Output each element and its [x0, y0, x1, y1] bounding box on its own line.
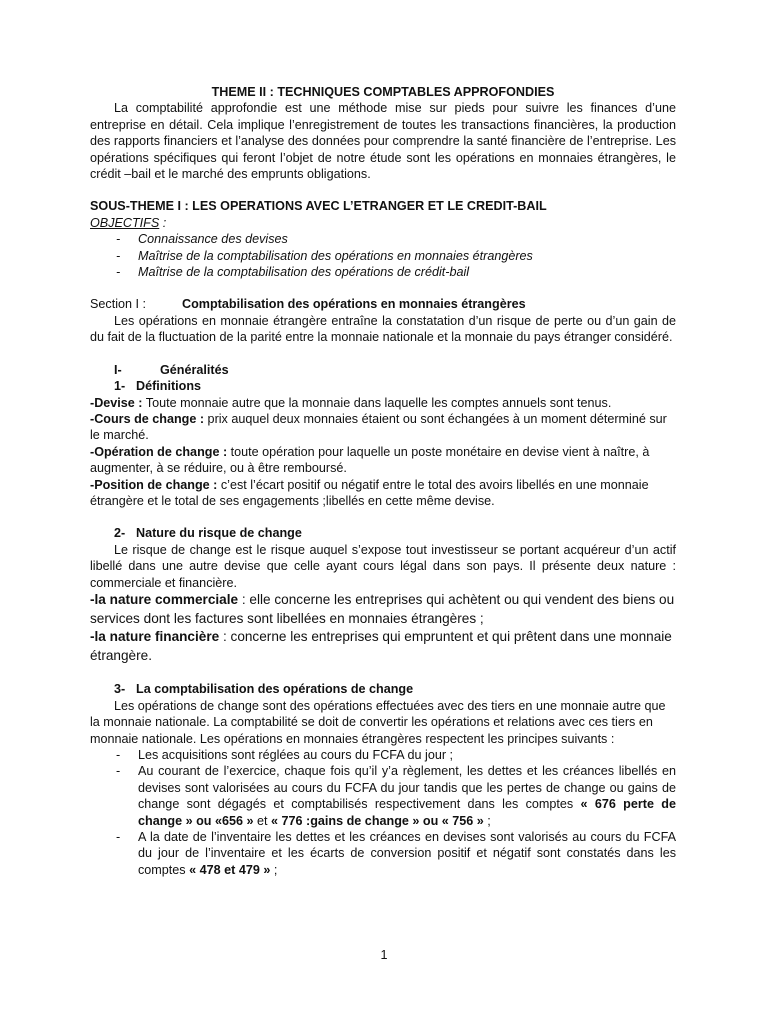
objectives-heading — [90, 215, 676, 231]
principle-connector: et — [253, 813, 272, 828]
sub3-number: 3- — [114, 682, 126, 697]
definition-term: -Devise : — [90, 395, 143, 410]
intro-paragraph: La comptabilité approfondie est une méthode mise sur pieds pour suivre les finances d’une entreprise en détail. Cela implique l’enregistrement de toutes les transactions financières, la production des rapports financiers et l’analyse des données pour comprendre la santé financière de l’entreprise. Les opérations spécifiques qui feront l’objet de notre étude sont les opérations en monnaies étrangères, le crédit –bail et le marché des emprunts obligations. — [90, 101, 676, 182]
sub2-number: 2- — [114, 526, 126, 541]
sub2-paragraph: Le risque de change est le risque auquel s’expose tout investisseur se portant acquéreur d’un actif libellé dans une autre devise que celle ayant cours légal dans son pays. Il présente deux nature : commerciale et financière. — [90, 542, 676, 590]
sub3-heading — [90, 681, 676, 697]
section-paragraph: Les opérations en monnaie étrangère entraîne la constatation d’un risque de perte ou d’un gain de du fait de la fluctuation de la parité entre la monnaie nationale et la monnaie du pays étranger considéré. — [90, 313, 676, 345]
principle-item — [90, 829, 676, 878]
objective-item: - Maîtrise de la comptabilisation des opérations en monnaies étrangères — [90, 248, 676, 264]
objectives-label: OBJECTIFS — [90, 215, 160, 230]
subtheme-heading: SOUS-THEME I : LES OPERATIONS AVEC L’ETRANGER ET LE CREDIT-BAIL — [90, 199, 547, 214]
principle-item: - Les acquisitions sont réglées au cours du FCFA du jour ; — [90, 747, 676, 763]
objectives-list — [90, 231, 676, 280]
definition-text: prix auquel deux monnaies étaient ou sont échangées à un moment déterminé sur le marché. — [90, 411, 667, 443]
definition-cours-de-change — [90, 411, 676, 444]
account-loss: « 676 perte de change » ou «656 » — [138, 797, 676, 828]
sub2-heading — [90, 525, 676, 541]
sub2-title: Nature du risque de change — [136, 526, 302, 541]
principle-text: A la date de l’inventaire les dettes et les créances en devises sont valorisés au cours du FCFA du jour de l’inventaire et les écarts de conversion positif et négatif sont constatés dans les comptes — [138, 830, 676, 877]
principle-item — [90, 763, 676, 829]
section-title: Comptabilisation des opérations en monnaies étrangères — [182, 297, 526, 312]
objectives-colon: : — [159, 215, 167, 230]
part-heading — [90, 362, 676, 378]
sub3-title: La comptabilisation des opérations de change — [136, 682, 414, 697]
definition-devise — [90, 395, 676, 411]
definition-position-de-change — [90, 477, 676, 510]
definition-text: Toute monnaie autre que la monnaie dans laquelle les comptes annuels sont tenus. — [142, 395, 612, 410]
definition-term: -Position de change : — [90, 477, 218, 492]
principle-end: ; — [483, 813, 491, 828]
definition-text: toute opération pour laquelle un poste monétaire en devise vient à naître, à augmenter, à se réduire, ou à être remboursé. — [90, 444, 650, 476]
sub3-paragraph: Les opérations de change sont des opérations effectuées avec des tiers en une monnaie autre que la monnaie nationale. La comptabilité se doit de convertir les opérations et relations avec ces tiers en monnaie nationale. Les opérations en monnaies étrangères respectent les principes suivants : — [90, 698, 666, 746]
definition-term: -Opération de change : — [90, 444, 228, 459]
document-page — [90, 84, 676, 878]
definition-term: -Cours de change : — [90, 411, 205, 426]
definition-operation-de-change — [90, 444, 676, 477]
objective-item: - Connaissance des devises — [90, 231, 676, 247]
part-number: I- — [114, 362, 122, 377]
account-conversion: « 478 et 479 » — [189, 862, 271, 877]
part-title: Généralités — [160, 362, 229, 377]
sub1-number: 1- — [114, 379, 126, 394]
page-number: 1 — [380, 948, 388, 962]
objective-item: - Maîtrise de la comptabilisation des opérations de crédit-bail — [90, 264, 676, 280]
nature-commerciale — [90, 591, 676, 628]
sub1-title: Définitions — [136, 379, 202, 394]
document-title: THEME II : TECHNIQUES COMPTABLES APPROFONDIES — [211, 85, 555, 99]
nature-financiere — [90, 628, 676, 665]
section-label: Section I : — [90, 297, 147, 312]
account-gain: « 776 :gains de change » ou « 756 » — [271, 813, 484, 828]
sub1-heading — [90, 378, 676, 394]
nature-term: -la nature commerciale — [90, 591, 239, 607]
principle-text: Au courant de l’exercice, chaque fois qu’il y’a règlement, les dettes et les créances libellés en devises sont valorisées au cours du FCFA du jour tandis que les pertes de change ou gains de change sont dégagés et comptabilisés respectivement dans les comptes — [138, 764, 676, 812]
section-heading — [90, 296, 676, 312]
nature-text: : elle concerne les entreprises qui achètent ou qui vendent des biens ou services dont les factures sont libellées en monnaies étrangères ; — [90, 591, 675, 626]
principle-end: ; — [270, 862, 278, 877]
definition-text: c’est l’écart positif ou négatif entre le total des avoirs libellés en une monnaie étrangère et le total de ses engagements ;libellés en cette même devise. — [90, 477, 649, 508]
nature-term: -la nature financière — [90, 629, 220, 645]
principles-list — [90, 747, 676, 878]
nature-text: : concerne les entreprises qui empruntent et qui prêtent dans une monnaie étrangère. — [90, 629, 672, 663]
